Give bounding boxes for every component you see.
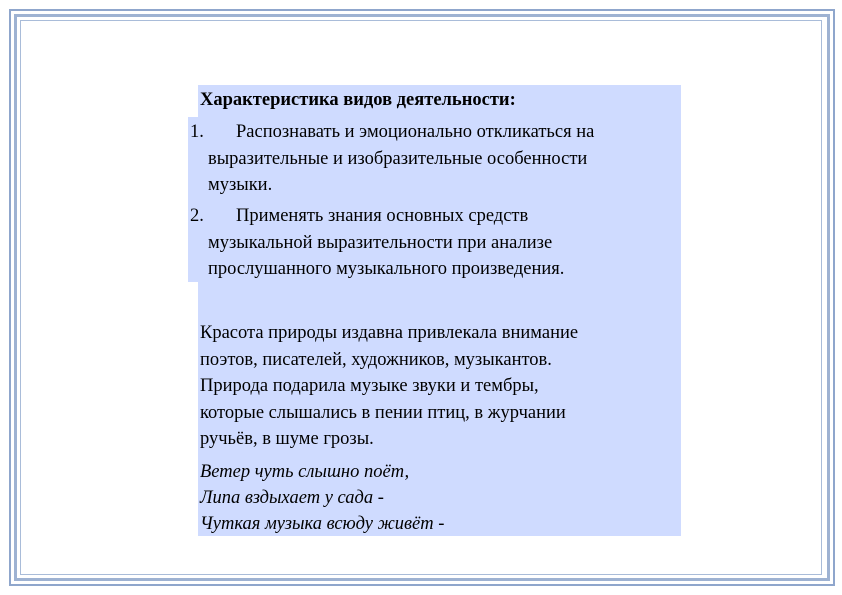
list-number: 2.: [190, 206, 204, 226]
list-line: выразительные и изобразительные особенности: [208, 148, 588, 169]
list-line: прослушанного музыкального произведения.: [208, 259, 565, 279]
activity-heading: Характеристика видов деятельности:: [200, 90, 516, 110]
poem-line: Липа вздыхает у сада -: [200, 488, 384, 508]
list-line: Применять знания основных средств: [236, 206, 529, 226]
poem: [200, 459, 444, 537]
paragraph-line: Природа подарила музыке звуки и тембры,: [200, 376, 539, 396]
poem-line: Ветер чуть слышно поёт,: [200, 462, 410, 482]
list-line: музыкальной выразительности при анализе: [208, 232, 553, 253]
list-item-2: [190, 203, 564, 283]
list-item-1: [190, 119, 594, 199]
list-number: 1.: [190, 122, 204, 142]
paragraph-line: которые слышались в пении птиц, в журчании: [200, 402, 566, 423]
nature-paragraph: [200, 320, 578, 453]
list-line: Распознавать и эмоционально откликаться на: [236, 122, 595, 142]
paragraph-line: Красота природы издавна привлекала внимание: [200, 323, 579, 343]
paragraph-line: ручьёв, в шуме грозы.: [200, 429, 374, 449]
poem-line: Чуткая музыка всюду живёт -: [200, 514, 445, 534]
list-line: музыки.: [208, 175, 273, 195]
paragraph-line: поэтов, писателей, художников, музыкантов.: [200, 349, 552, 370]
